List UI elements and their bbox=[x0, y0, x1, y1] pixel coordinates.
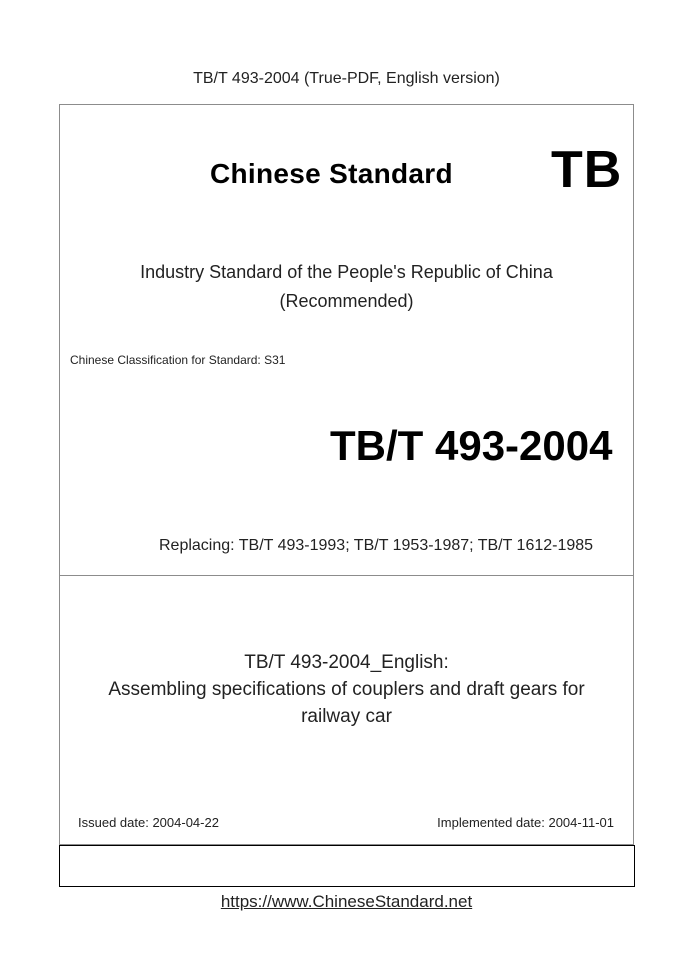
standard-code-mark: TB bbox=[551, 141, 623, 199]
doc-title-line-2: Assembling specifications of couplers and draft gears for bbox=[108, 679, 585, 700]
issued-date: Issued date: 2004-04-22 bbox=[78, 815, 219, 830]
industry-standard-caption bbox=[59, 258, 634, 316]
cover-frame bbox=[59, 104, 634, 845]
doc-title-line-1: TB/T 493-2004_English: bbox=[244, 652, 449, 673]
standard-number: TB/T 493-2004 bbox=[330, 422, 613, 469]
bottom-blank-box bbox=[59, 845, 635, 887]
website-link[interactable]: https://www.ChineseStandard.net bbox=[220, 892, 473, 911]
page-header-title: TB/T 493-2004 (True-PDF, English version) bbox=[193, 70, 500, 87]
implemented-date: Implemented date: 2004-11-01 bbox=[437, 815, 614, 830]
replacing-note: Replacing: TB/T 493-1993; TB/T 1953-1987; TB/T 1612-1985 bbox=[159, 537, 594, 554]
classification-label: Chinese Classification for Standard: S31 bbox=[70, 353, 286, 367]
document-title bbox=[59, 649, 634, 730]
section-divider bbox=[59, 575, 634, 576]
industry-line-1: Industry Standard of the People's Republic of China bbox=[140, 262, 553, 282]
cover-heading: Chinese Standard bbox=[210, 158, 453, 189]
industry-line-2: (Recommended) bbox=[279, 291, 414, 311]
doc-title-line-3: railway car bbox=[301, 706, 392, 727]
